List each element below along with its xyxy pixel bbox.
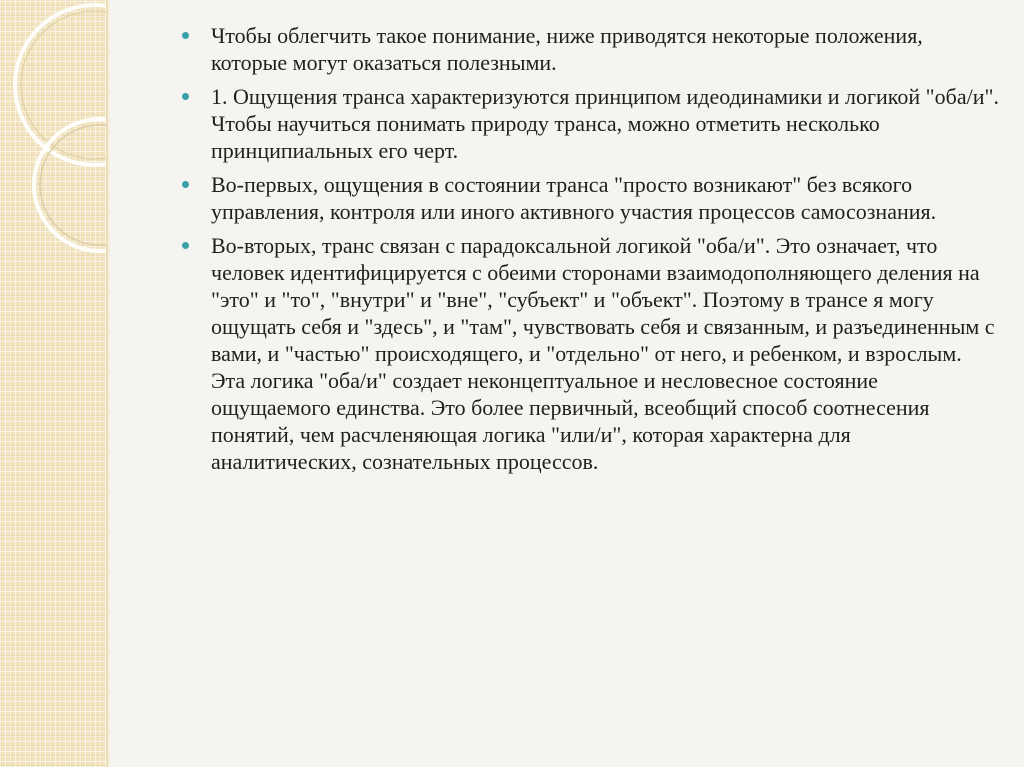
decorative-sidebar bbox=[0, 0, 110, 767]
bullet-text: 1. Ощущения транса характеризуются принципом идеодинамики и логикой "оба/и". Чтобы научиться понимать природу транса, можно отметить несколько принципиальных его черт. bbox=[211, 84, 999, 163]
bullet-dot-icon bbox=[182, 93, 189, 100]
bullet-text: Чтобы облегчить такое понимание, ниже приводятся некоторые положения, которые могут оказаться полезными. bbox=[211, 23, 923, 75]
bullet-item bbox=[180, 171, 1000, 225]
sidebar-edge bbox=[106, 0, 110, 767]
bullet-list bbox=[180, 22, 1000, 475]
slide-content bbox=[180, 22, 1000, 482]
bullet-item bbox=[180, 232, 1000, 475]
bullet-text: Во-первых, ощущения в состоянии транса "просто возникают" без всякого управления, контроля или иного активного участия процессов самосознания. bbox=[211, 172, 937, 224]
bullet-dot-icon bbox=[182, 181, 189, 188]
bullet-dot-icon bbox=[182, 32, 189, 39]
bullet-item bbox=[180, 83, 1000, 164]
bullet-item bbox=[180, 22, 1000, 76]
decorative-circles bbox=[0, 0, 110, 767]
bullet-text: Во-вторых, транс связан с парадоксальной логикой "оба/и". Это означает, что человек идентифицируется с обеими сторонами взаимодополняющего деления на "это" и "то", "внутри" и "вне", "субъект" и "объект". Поэтому в трансе я могу ощущать себя и "здесь", и "там", чувствовать себя и связанным, и разъединенным с вами, и "частью" происходящего, и "отдельно" от него, и ребенком, и взрослым. Эта логика "оба/и" создает неконцептуальное и несловесное состояние ощущаемого единства. Это более первичный, всеобщий способ соотнесения понятий, чем расчленяющая логика "или/и", которая характерна для аналитических, сознательных процессов. bbox=[211, 233, 995, 474]
bullet-dot-icon bbox=[182, 242, 189, 249]
